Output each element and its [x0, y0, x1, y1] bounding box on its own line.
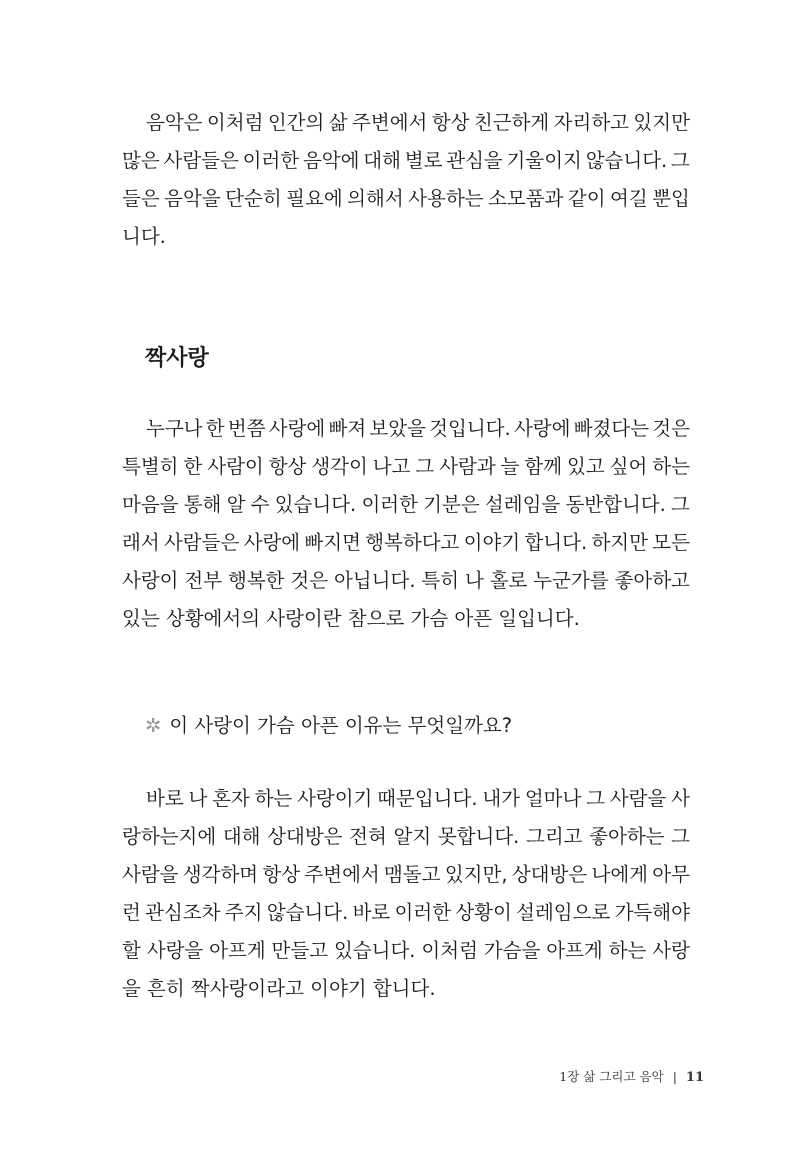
word: 그	[671, 493, 690, 516]
word: 아닙니다.	[333, 569, 416, 592]
word: 통해	[183, 493, 222, 516]
word: 싶어	[609, 455, 648, 478]
word: 모든	[652, 531, 690, 554]
word: 같이	[567, 187, 606, 210]
word: 그리고	[526, 825, 583, 848]
word: 아프게	[209, 939, 266, 962]
footer-separator: |	[672, 1069, 677, 1084]
word: 이러한	[394, 901, 452, 924]
word: 자리하고	[553, 111, 629, 134]
asterisk-flower-icon: ✲	[145, 714, 162, 737]
word: 사랑이기	[297, 787, 373, 810]
word: 주지	[224, 901, 263, 924]
word: 사용하는	[408, 187, 484, 210]
word: 많은	[122, 149, 160, 172]
word: 나	[464, 569, 484, 592]
word: 그	[586, 787, 605, 810]
word: 이러한	[242, 149, 300, 172]
paragraph-first-love	[122, 410, 690, 638]
word: 런	[122, 901, 141, 924]
text-line	[122, 448, 690, 486]
word: 나	[188, 787, 208, 810]
word: 하는	[254, 787, 293, 810]
text-line	[122, 818, 690, 856]
word: 필요에	[286, 187, 343, 210]
word: 때문입니다.	[377, 787, 478, 810]
word: 이러한	[361, 493, 418, 516]
word: 하는	[608, 939, 647, 962]
text-line	[122, 856, 690, 894]
section-heading: 짝사랑	[145, 346, 209, 371]
word: 기분은	[423, 493, 480, 516]
word: 있습니다.	[333, 939, 416, 962]
word: 행복하다고	[365, 531, 460, 554]
word: 못합니다.	[437, 825, 520, 848]
word: 것입니다.	[429, 417, 511, 440]
text-line	[122, 562, 690, 600]
word: 인간의	[267, 111, 325, 134]
word: 음악을	[164, 187, 221, 210]
word: 홀로	[489, 569, 528, 592]
word: 상대방은	[511, 863, 588, 886]
word: 특별히	[122, 455, 179, 478]
word: 만들고	[271, 939, 329, 962]
word: 그	[671, 825, 690, 848]
word: 빠졌다는	[573, 417, 650, 440]
chapter-title: 1장 삶 그리고 음악	[559, 1069, 664, 1084]
text-line	[122, 780, 690, 818]
word: 이처럼	[421, 939, 478, 962]
word: 소모품과	[488, 187, 564, 210]
word: 것은	[290, 569, 329, 592]
word: 그	[415, 455, 435, 478]
word: 대해	[363, 149, 401, 172]
word: 있지만,	[444, 863, 508, 886]
word: 얼마나	[524, 787, 582, 810]
word: 여길	[610, 187, 648, 210]
word: 않습니다.	[266, 901, 349, 924]
word: 사람을	[609, 787, 667, 810]
text-line: 있는 상황에서의 사랑이란 참으로 가슴 아픈 일입니다.	[122, 607, 580, 630]
word: 있습니다.	[274, 493, 357, 516]
word: 전부	[184, 569, 223, 592]
word: 수	[250, 493, 270, 516]
word: 할	[122, 939, 141, 962]
word: 가슴을	[483, 939, 541, 962]
word: 생각하며	[182, 863, 259, 886]
word: 항상	[268, 455, 307, 478]
word: 합니다.	[524, 531, 588, 554]
word: 관심을	[446, 149, 503, 172]
word: 주변에서	[352, 111, 428, 134]
word: 삶	[328, 111, 348, 134]
word: 상황이	[455, 901, 512, 924]
word: 친근하게	[473, 111, 550, 134]
word: 함께	[524, 455, 563, 478]
word: 내가	[482, 787, 521, 810]
word: 나에게	[591, 863, 648, 886]
word: 사랑	[652, 939, 690, 962]
word: 사랑에	[268, 417, 326, 440]
word: 음악에	[302, 149, 360, 172]
word: 음악은	[146, 111, 203, 134]
page-footer	[559, 1067, 704, 1085]
word: 사람들은	[163, 531, 240, 554]
text-line	[122, 486, 690, 524]
text-line	[122, 142, 690, 180]
word: 늘	[500, 455, 520, 478]
word: 하지만	[591, 531, 648, 554]
word: 주변에서	[304, 863, 380, 886]
word: 별로	[404, 149, 443, 172]
word: 이처럼	[206, 111, 264, 134]
word: 랑하는지에	[122, 825, 217, 848]
word: 행복한	[227, 569, 285, 592]
word: 동반합니다.	[565, 493, 666, 516]
text-line: 을 흔히 짝사랑이라고 이야기 합니다.	[122, 977, 436, 1000]
word: 보았을	[369, 417, 426, 440]
word: 기울이지	[506, 149, 582, 172]
word: 들은	[122, 187, 160, 210]
word: 의해서	[347, 187, 404, 210]
word: 아프게	[546, 939, 603, 962]
word: 한	[205, 417, 225, 440]
word: 있지만	[633, 111, 690, 134]
word: 상대방은	[267, 825, 343, 848]
text-line	[122, 932, 690, 970]
word: 관심조차	[145, 901, 221, 924]
word: 아무	[652, 863, 690, 886]
word: 않습니다.	[585, 149, 668, 172]
word: 래서	[122, 531, 160, 554]
word: 알	[226, 493, 246, 516]
word: 바로	[352, 901, 391, 924]
word: 설레임을	[484, 493, 561, 516]
word: 그	[671, 149, 690, 172]
word: 사랑에	[243, 531, 301, 554]
word: 특히	[421, 569, 460, 592]
page-number: 11	[685, 1070, 704, 1085]
text-line	[122, 104, 690, 142]
word: 혼자	[212, 787, 250, 810]
text-line	[122, 410, 690, 448]
word: 이야기	[463, 531, 521, 554]
paragraph-answer	[122, 780, 690, 1008]
word: 단순히	[225, 187, 282, 210]
word: 전혀	[349, 825, 387, 848]
word: 사람과	[439, 455, 496, 478]
word: 항상	[262, 863, 301, 886]
text-line	[122, 524, 690, 562]
word: 사람을	[122, 863, 179, 886]
word: 하는	[652, 455, 690, 478]
word: 좋아하고	[614, 569, 690, 592]
word: 사람이	[207, 455, 264, 478]
word: 대해	[222, 825, 261, 848]
paragraph-intro	[122, 104, 690, 256]
question-heading	[145, 711, 512, 741]
word: 생각이	[311, 455, 368, 478]
word: 항상	[431, 111, 470, 134]
word: 것은	[652, 417, 690, 440]
word: 뿐입	[652, 187, 690, 210]
word: 누군가를	[533, 569, 609, 592]
word: 사랑을	[146, 939, 204, 962]
word: 나고	[372, 455, 411, 478]
word: 마음을	[122, 493, 179, 516]
word: 한	[183, 455, 203, 478]
word: 알지	[393, 825, 432, 848]
text-line: 니다.	[122, 225, 166, 248]
word: 번쯤	[227, 417, 266, 440]
word: 사	[671, 787, 690, 810]
word: 가득해야	[614, 901, 690, 924]
word: 빠지면	[304, 531, 361, 554]
word: 맴돌고	[384, 863, 441, 886]
word: 사랑에	[513, 417, 571, 440]
word: 바로	[146, 787, 184, 810]
text-line	[122, 180, 690, 218]
word: 사랑이	[122, 569, 179, 592]
word: 설레임으로	[516, 901, 611, 924]
word: 사람들은	[163, 149, 239, 172]
word: 좋아하는	[589, 825, 665, 848]
text-line	[122, 894, 690, 932]
word: 있고	[567, 455, 605, 478]
word: 빠져	[328, 417, 367, 440]
question-text: 이 사랑이 가슴 아픈 이유는 무엇일까요?	[169, 714, 513, 737]
word: 누구나	[146, 417, 203, 440]
